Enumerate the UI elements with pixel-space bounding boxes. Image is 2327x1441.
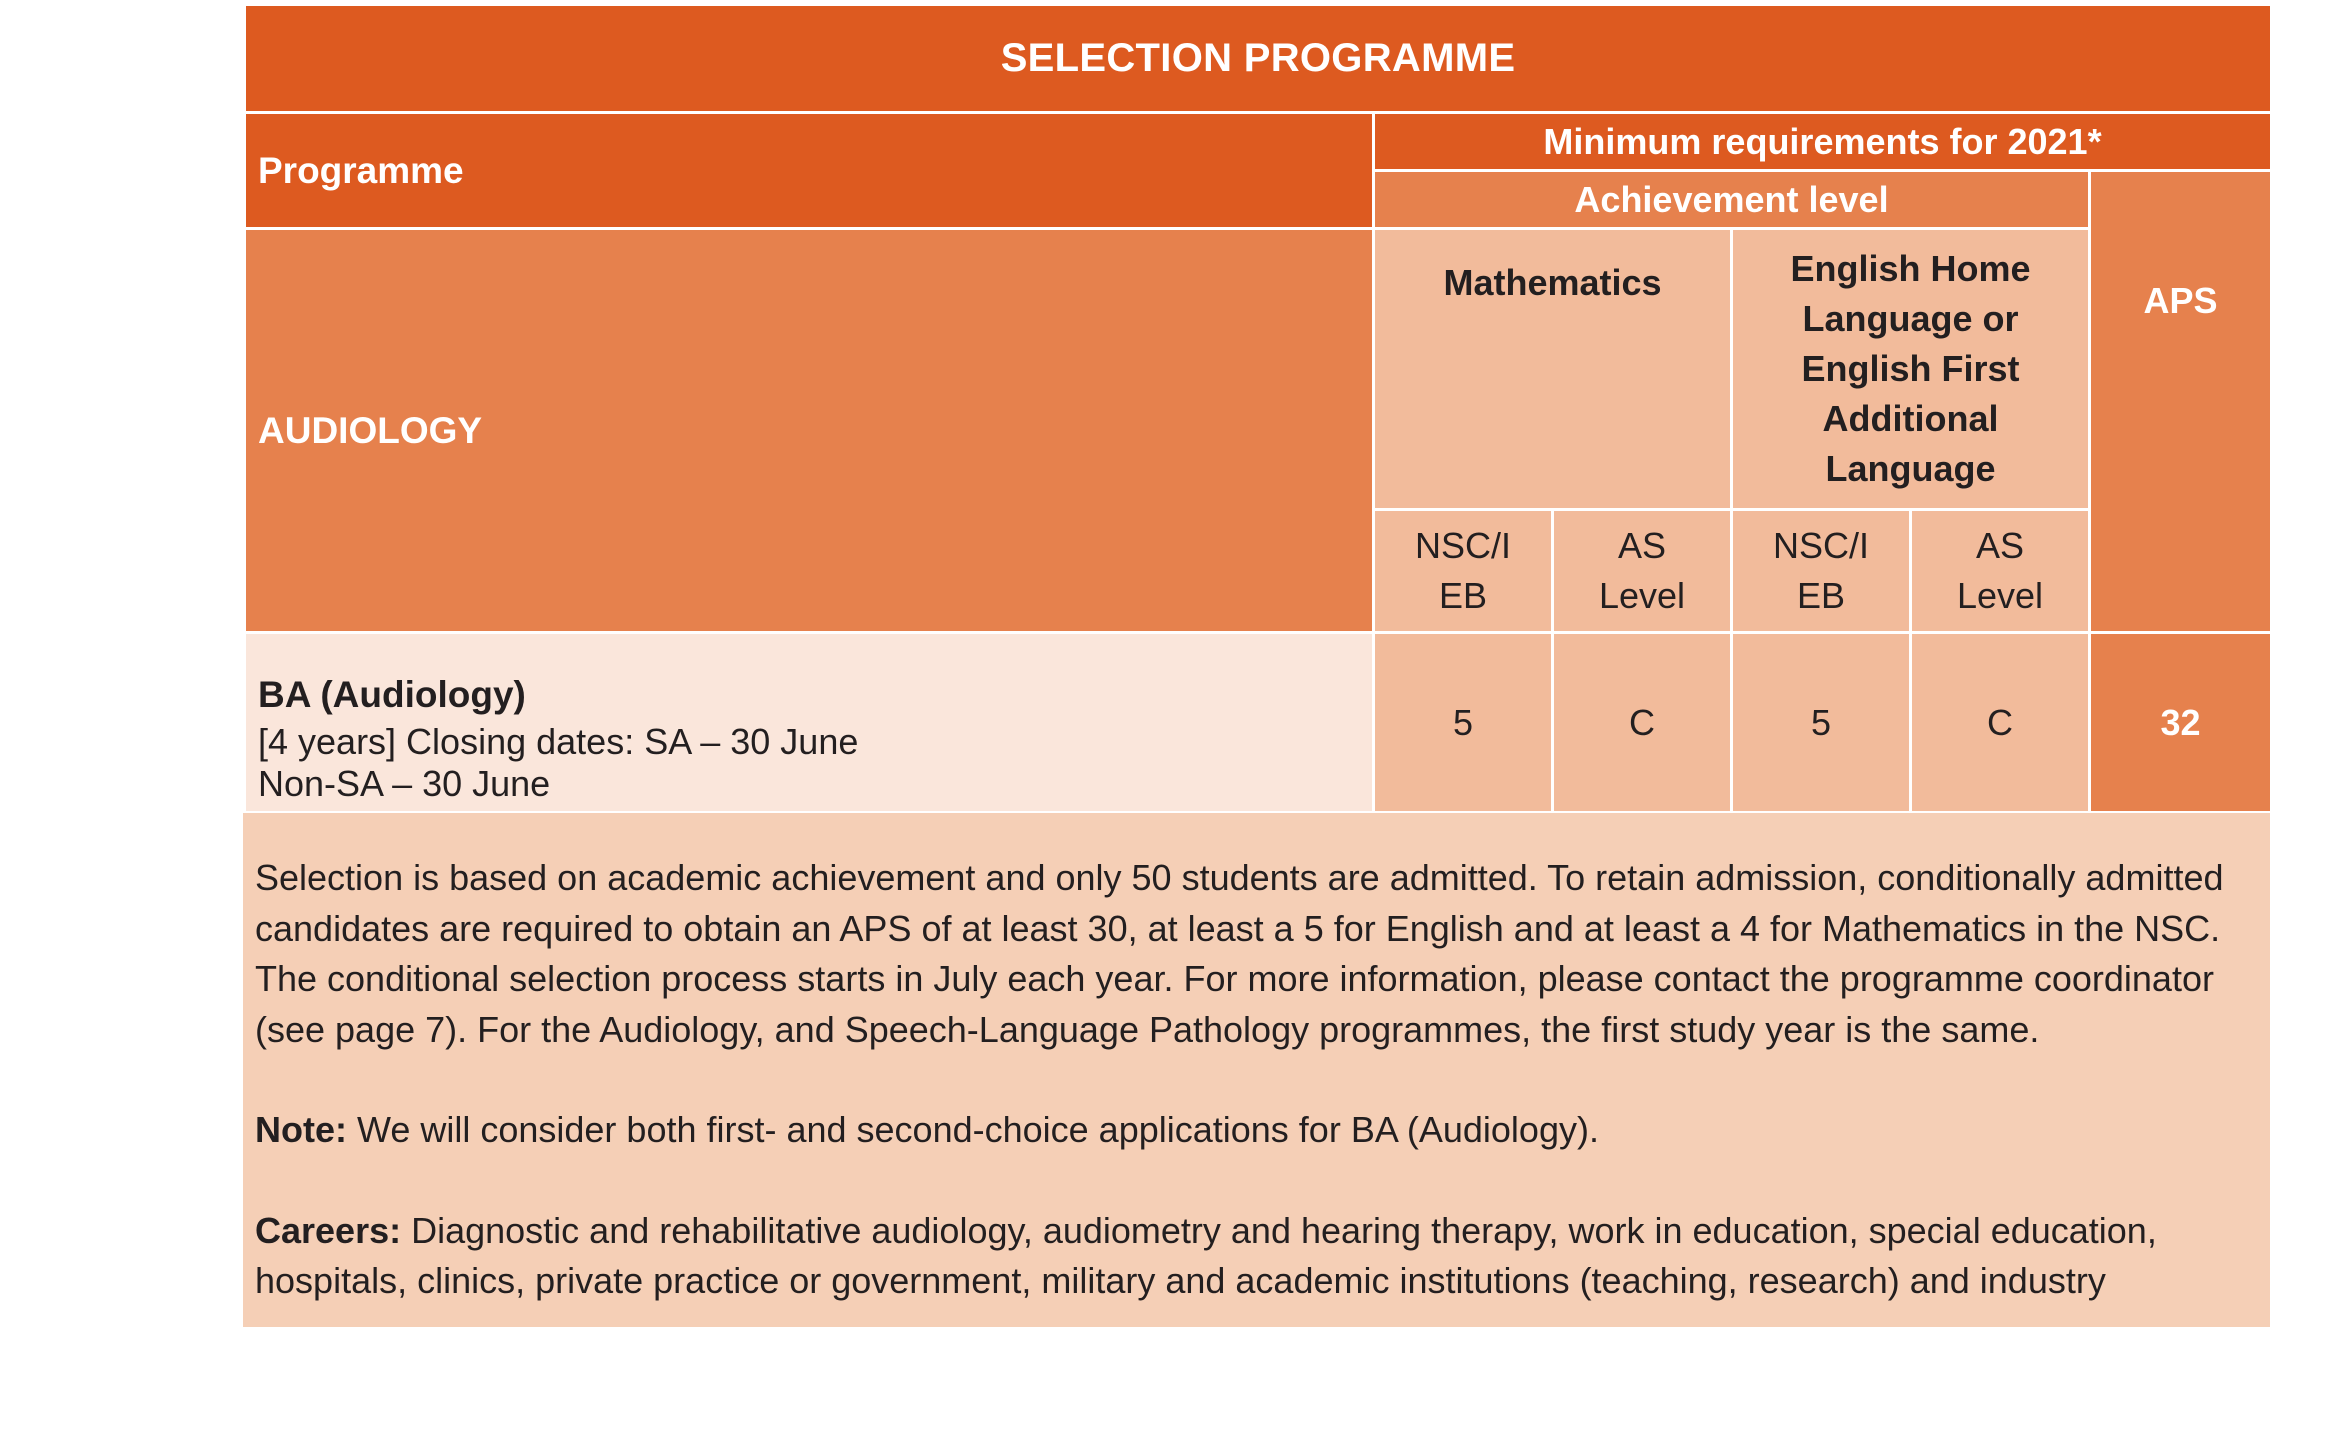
programme-name: BA (Audiology) — [258, 674, 526, 715]
english-header-line: English First — [1801, 348, 2020, 389]
english-header — [1732, 229, 2090, 510]
math-as-subheader — [1553, 510, 1732, 633]
note-text: We will consider both first- and second-choice applications for BA (Audiology). — [347, 1109, 1599, 1150]
careers-paragraph — [255, 1206, 2258, 1307]
english-header-line: Language — [1825, 448, 1996, 489]
programme-column-header: Programme — [245, 113, 1374, 229]
english-nsc-subheader — [1732, 510, 1911, 633]
subheader-line: EB — [1796, 575, 1846, 616]
header-row-3 — [245, 229, 2272, 510]
header-row-1 — [245, 113, 2272, 171]
notes-panel — [243, 813, 2270, 1327]
note-label: Note: — [255, 1109, 347, 1150]
programme-closing-nonsa: Non-SA – 30 June — [258, 763, 551, 804]
table-title: SELECTION PROGRAMME — [245, 5, 2272, 113]
programme-cell — [245, 633, 1374, 813]
min-requirements-header: Minimum requirements for 2021* — [1374, 113, 2272, 171]
english-header-line: Additional — [1822, 398, 1999, 439]
table-row — [245, 633, 2272, 813]
math-as-value: C — [1553, 633, 1732, 813]
note-paragraph — [255, 1105, 2258, 1156]
subheader-line: EB — [1438, 575, 1488, 616]
programme-duration-closing: [4 years] Closing dates: SA – 30 June — [258, 721, 859, 762]
math-nsc-value: 5 — [1374, 633, 1553, 813]
math-nsc-subheader — [1374, 510, 1553, 633]
careers-text: Diagnostic and rehabilitative audiology, audiometry and hearing therapy, work in education, special education, hospitals, clinics, private practice or government, military and academic institutions (teaching, research) and industry — [255, 1209, 2157, 1301]
subheader-line: AS — [1617, 525, 1667, 566]
subheader-line: Level — [1956, 575, 2044, 616]
aps-value: 32 — [2090, 633, 2272, 813]
careers-label: Careers: — [255, 1209, 402, 1251]
subheader-line: Level — [1598, 575, 1686, 616]
english-as-subheader — [1911, 510, 2090, 633]
selection-info-paragraph: Selection is based on academic achievement and only 50 students are admitted. To retain admission, conditionally admitted candidates are required to obtain an APS of at least 30, at least a 5 for English and at least a 4 for Mathematics in the NSC. The conditional selection process starts in July each year. For more information, please contact the programme coordinator (see page 7). For the Audiology, and Speech-Language Pathology programmes, the first study year is the same. — [255, 857, 2224, 1050]
english-header-line: Language or — [1802, 298, 2019, 339]
subheader-line: NSC/I — [1414, 525, 1511, 566]
mathematics-header: Mathematics — [1374, 229, 1732, 510]
english-header-line: English Home — [1790, 248, 2031, 289]
achievement-level-header: Achievement level — [1374, 171, 2090, 229]
title-row — [245, 5, 2272, 113]
english-nsc-value: 5 — [1732, 633, 1911, 813]
subheader-line: NSC/I — [1772, 525, 1869, 566]
selection-programme-sheet — [243, 3, 2270, 1327]
subheader-line: AS — [1975, 525, 2025, 566]
english-as-value: C — [1911, 633, 2090, 813]
aps-column-header: APS — [2090, 171, 2272, 633]
field-label: AUDIOLOGY — [245, 229, 1374, 633]
selection-table — [243, 3, 2273, 814]
